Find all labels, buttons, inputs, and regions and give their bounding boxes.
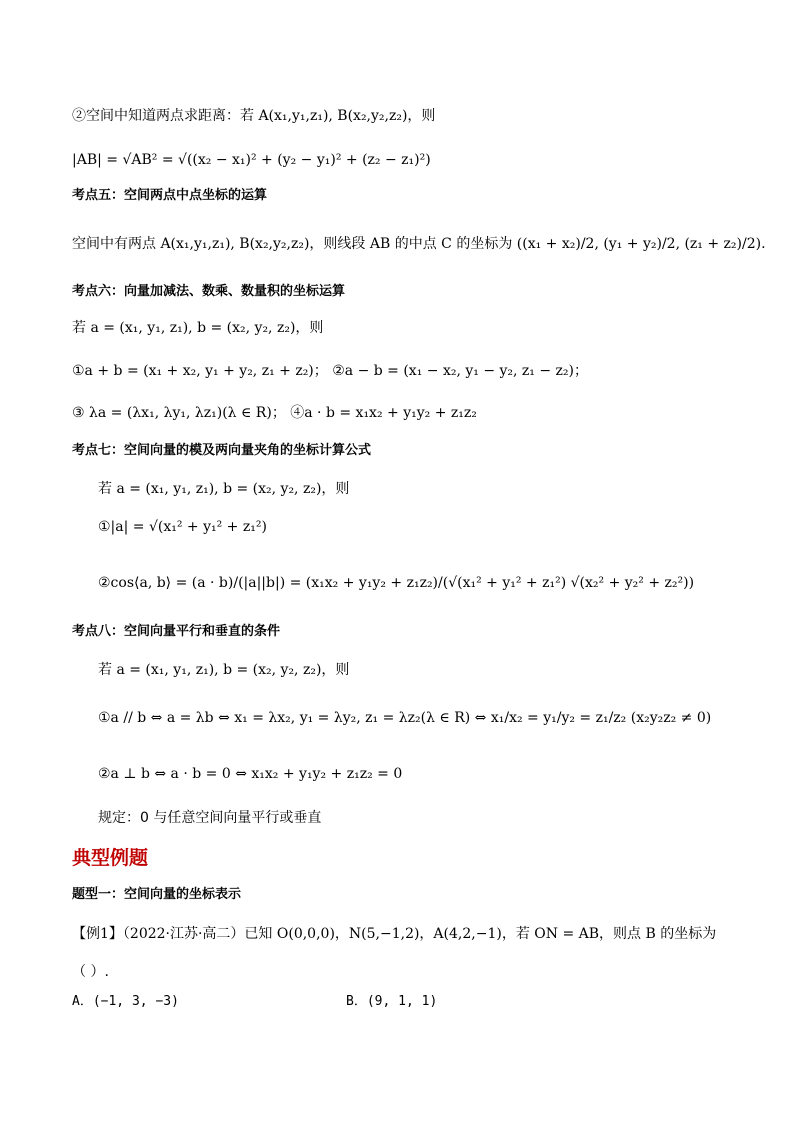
example-1-blank: （ ）. (72, 964, 109, 980)
midpoint-formula: 空间中有两点 A(x₁,y₁,z₁), B(x₂,y₂,z₂)，则线段 AB 的中点 C 的坐标为 ((x₁ + x₂)/2, (y₁ + y₂)/2, (z₁ + z₂)/2). (72, 236, 766, 252)
option-b: B．(9, 1, 1) (346, 994, 438, 1009)
magnitude-formula: ①|a| = √(x₁² + y₁² + z₁²) (98, 519, 267, 535)
add-sub-formula: ①a + b = (x₁ + x₂, y₁ + y₂, z₁ + z₂)； ②a − b = (x₁ − x₂, y₁ − y₂, z₁ − z₂)； (72, 363, 588, 379)
section-heading-7: 考点七：空间向量的模及两向量夹角的坐标计算公式 (72, 443, 372, 458)
zero-vector-rule: 规定：0 与任意空间向量平行或垂直 (98, 810, 322, 826)
vector-def-3: 若 a = (x₁, y₁, z₁), b = (x₂, y₂, z₂)，则 (98, 662, 350, 678)
section-heading-6: 考点六：向量加减法、数乘、数量积的坐标运算 (72, 284, 346, 299)
scalar-dot-formula: ③ λa = (λx₁, λy₁, λz₁)(λ ∈ R)； ④a · b = x₁x₂ + y₁y₂ + z₁z₂ (72, 405, 477, 421)
distance-formula-intro: ②空间中知道两点求距离：若 A(x₁,y₁,z₁), B(x₂,y₂,z₂)，则 (72, 108, 436, 124)
parallel-condition: ①a // b ⇔ a = λb ⇔ x₁ = λx₂, y₁ = λy₂, z₁ = λz₂(λ ∈ R) ⇔ x₁/x₂ = y₁/y₂ = z₁/z₂ (x₂y₂z₂ ≠ 0) (98, 710, 712, 726)
typical-examples-heading: 典型例题 (72, 847, 149, 869)
question-type-1: 题型一：空间向量的坐标表示 (72, 887, 242, 902)
distance-formula: |AB| = √AB² = √((x₂ − x₁)² + (y₂ − y₁)² + (z₂ − z₁)²) (72, 152, 431, 168)
angle-formula: ②cos⟨a, b⟩ = (a · b)/(|a||b|) = (x₁x₂ + y₁y₂ + z₁z₂)/(√(x₁² + y₁² + z₁²) √(x₂² + y₂² + z₂²)) (98, 575, 695, 591)
option-a: A．(−1, 3, −3) (72, 994, 179, 1009)
perpendicular-condition: ②a ⊥ b ⇔ a · b = 0 ⇔ x₁x₂ + y₁y₂ + z₁z₂ = 0 (98, 766, 403, 782)
section-heading-8: 考点八：空间向量平行和垂直的条件 (72, 624, 281, 639)
example-1-question: 【例1】（2022·江苏·高二）已知 O(0,0,0)，N(5,−1,2)，A(4,2,−1)，若 ON = AB，则点 B 的坐标为 (72, 926, 717, 942)
section-heading-5: 考点五：空间两点中点坐标的运算 (72, 188, 268, 203)
vector-def-2: 若 a = (x₁, y₁, z₁), b = (x₂, y₂, z₂)，则 (98, 481, 350, 497)
vector-def-1: 若 a = (x₁, y₁, z₁), b = (x₂, y₂, z₂)，则 (72, 320, 324, 336)
